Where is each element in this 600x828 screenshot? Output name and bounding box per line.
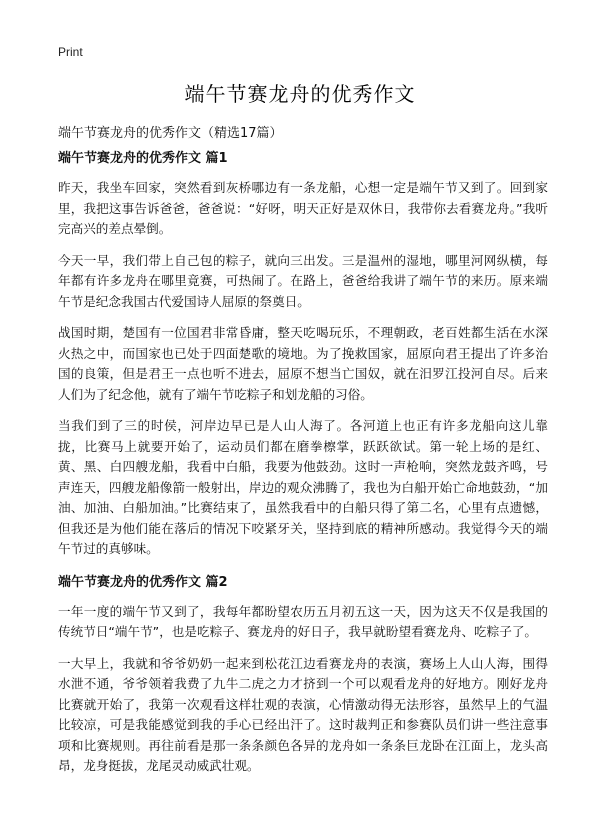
- print-link[interactable]: Print: [58, 45, 83, 59]
- paragraph: 当我们到了三的时侯，河岸边早已是人山人海了。各河道上也正有许多龙船向这儿靠拢，比赛马上就要开始了，运动员们都在磨拳檫掌，跃跃欲试。第一轮上场的是红、黄、黑、白四艘龙船，我看中白船，我要为他鼓劲。这时一声枪响，突然龙鼓齐鸣，号声连天，四艘龙船像箭一般射出，岸边的观众沸腾了，我也为白船开始亡命地鼓劲，“加油、加油、白船加油。”比赛结束了，虽然我看中的白船只得了第二名，心里有点遗憾，但我还是为他们能在落后的情况下咬紧牙关，坚持到底的精神所感动。我觉得今天的端午节过的真够味。: [58, 418, 548, 556]
- section-heading-1: 端午节赛龙舟的优秀作文 篇1: [58, 151, 228, 166]
- section-heading-2: 端午节赛龙舟的优秀作文 篇2: [58, 574, 228, 590]
- paragraph: 昨天，我坐车回家，突然看到灰桥哪边有一条龙船，心想一定是端午节又到了。回到家里，我把这事告诉爸爸，爸爸说：“好呀，明天正好是双休日，我带你去看赛龙舟。”我听完高兴的差点晕倒。: [58, 180, 548, 236]
- paragraph: 一大早上，我就和爷爷奶奶一起来到松花江边看赛龙舟的表演，赛场上人山人海，围得水泄不通，爷爷领着我费了九牛二虎之力才挤到一个可以观看龙舟的好地方。刚好龙舟比赛就开始了，我第一次观看这样壮观的表演，心情激动得无法形容，虽然早上的气温比较凉，可是我能感觉到我的手心已经出汗了。这时裁判正和参赛队员们讲一些注意事项和比赛规则。再往前看是那一条条颜色各异的龙舟如一条条巨龙卧在江面上，龙头高昂，龙身挺拔，龙尾灵动威武壮观。: [58, 655, 548, 773]
- paragraph: 一年一度的端午节又到了，我每年都盼望农历五月初五这一天，因为这天不仅是我国的传统节日“端午节”，也是吃粽子、赛龙舟的好日子，我早就盼望看赛龙舟、吃粽子了。: [58, 603, 548, 639]
- article-body: [58, 150, 548, 788]
- paragraph: 战国时期，楚国有一位国君非常昏庸，整天吃喝玩乐，不理朝政，老百姓都生活在水深火热之中，而国家也已处于四面楚歌的境地。为了挽救国家，屈原向君王提出了许多治国的良策，但是君王一点也听不进去，屈原不想当亡国奴，就在汨罗江投河自尽。后来人们为了纪念他，就有了端午节吃粽子和划龙船的习俗。: [58, 325, 548, 402]
- page-title: 端午节赛龙舟的优秀作文: [184, 82, 416, 106]
- document-subtitle: 端午节赛龙舟的优秀作文（精选17篇）: [58, 126, 283, 141]
- paragraph: 今天一早，我们带上自己包的粽子，就向三出发。三是温州的湿地，哪里河网纵横，每年都有许多龙舟在哪里竟赛，可热闹了。在路上，爸爸给我讲了端午节的来历。原来端午节是纪念我国古代爱国诗人屈原的祭奠日。: [58, 252, 548, 309]
